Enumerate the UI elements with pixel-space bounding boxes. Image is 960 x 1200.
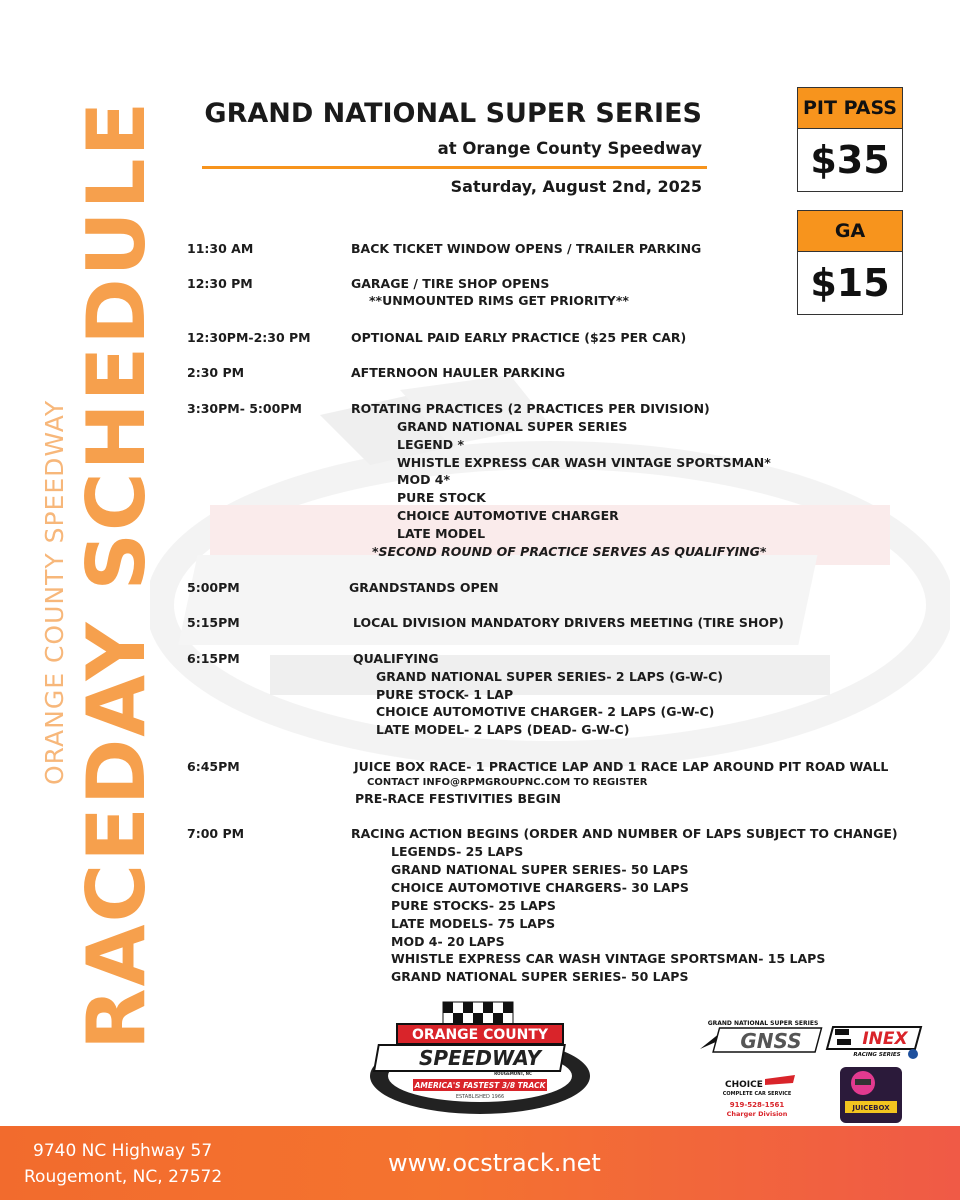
address-line-2: Rougemont, NC, 27572 [24,1167,223,1187]
schedule-entry: QUALIFYING [353,651,439,666]
choice-division-text: Charger Division [726,1110,788,1118]
schedule-entry: GRANDSTANDS OPEN [349,580,499,595]
schedule-entry: LATE MODEL [397,526,486,541]
schedule-entry: MOD 4* [397,472,451,487]
schedule-entry: GRAND NATIONAL SUPER SERIES- 2 LAPS (G-W-C) [376,669,724,684]
schedule-entry: CHOICE AUTOMOTIVE CHARGERS- 30 LAPS [391,880,689,895]
schedule-entry: GRAND NATIONAL SUPER SERIES- 50 LAPS [391,862,689,877]
schedule-entry: GRAND NATIONAL SUPER SERIES- 50 LAPS [391,969,689,984]
schedule-time: 6:45PM [187,759,240,774]
logo-text-location: ROUGEMONT, NC [494,1071,532,1076]
vertical-track-name: ORANGE COUNTY SPEEDWAY [40,399,69,785]
raceday-schedule-title: RACEDAY SCHEDULE [70,99,163,1050]
schedule-entry: LEGENDS- 25 LAPS [391,844,524,859]
schedule-entry: CHOICE AUTOMOTIVE CHARGER- 2 LAPS (G-W-C) [376,704,715,719]
schedule-entry: PURE STOCK- 1 LAP [376,687,514,702]
schedule-entry: MOD 4- 20 LAPS [391,934,505,949]
ga-price: $15 [810,261,890,305]
logo-text-orange-county: ORANGE COUNTY [411,1027,549,1043]
logo-text-tagline: AMERICA'S FASTEST 3/8 TRACK [414,1081,546,1090]
schedule-entry: LATE MODEL- 2 LAPS (DEAD- G-W-C) [376,722,630,737]
schedule-time: 12:30 PM [187,276,253,291]
pit-pass-label: PIT PASS [798,88,902,129]
schedule-entry: CHOICE AUTOMOTIVE CHARGER [397,508,619,523]
schedule-entry: CONTACT INFO@RPMGROUPNC.COM TO REGISTER [367,777,648,788]
juicebox-text: JUICEBOX [852,1104,890,1112]
event-title: GRAND NATIONAL SUPER SERIES [204,98,702,129]
choice-service-text: COMPLETE CAR SERVICE [722,1091,792,1097]
orange-county-speedway-logo [365,998,595,1118]
schedule-entry: BACK TICKET WINDOW OPENS / TRAILER PARKING [351,241,702,256]
choice-name-text: CHOICE [725,1080,763,1090]
inex-mark-text: INEX [862,1029,908,1049]
schedule-time: 5:00PM [187,580,240,595]
schedule-entry: GARAGE / TIRE SHOP OPENS [351,276,550,291]
schedule-entry: PRE-RACE FESTIVITIES BEGIN [355,791,561,806]
schedule-time: 6:15PM [187,651,240,666]
website-link[interactable]: www.ocstrack.net [388,1149,601,1177]
pit-pass-price: $35 [810,138,890,182]
gnss-logo [700,1020,822,1053]
schedule-time: 5:15PM [187,615,240,630]
schedule-entry: ROTATING PRACTICES (2 PRACTICES PER DIVISION) [351,401,710,416]
logo-text-speedway: SPEEDWAY [418,1046,542,1070]
schedule-entry: LATE MODELS- 75 LAPS [391,916,556,931]
schedule-entry: OPTIONAL PAID EARLY PRACTICE ($25 PER CAR) [351,330,687,345]
choice-automotive-logo [723,1075,795,1118]
gnss-top-text: GRAND NATIONAL SUPER SERIES [707,1020,819,1027]
gnss-mark-text: GNSS [740,1029,802,1053]
schedule-entry: JUICE BOX RACE- 1 PRACTICE LAP AND 1 RACE LAP AROUND PIT ROAD WALL [354,759,889,774]
schedule-time: 3:30PM- 5:00PM [187,401,302,416]
schedule-time: 11:30 AM [187,241,254,256]
event-venue: at Orange County Speedway [437,139,702,158]
sponsor-logos [695,1015,930,1125]
schedule-entry: GRAND NATIONAL SUPER SERIES [397,419,628,434]
address-line-1: 9740 NC Highway 57 [33,1141,213,1161]
schedule-entry: **UNMOUNTED RIMS GET PRIORITY** [369,293,629,308]
schedule-entry: PURE STOCK [397,490,486,505]
logo-text-established: ESTABLISHED 1966 [455,1094,505,1100]
schedule-entry: WHISTLE EXPRESS CAR WASH VINTAGE SPORTSMAN- 15 LAPS [391,951,826,966]
schedule-entry: PURE STOCKS- 25 LAPS [391,898,556,913]
juicebox-logo [840,1067,902,1123]
checkered-flag-icon [443,1002,513,1024]
schedule-entry: LEGEND * [397,437,465,452]
choice-phone-text: 919-528-1561 [729,1101,785,1109]
schedule-entry: LOCAL DIVISION MANDATORY DRIVERS MEETING (TIRE SHOP) [353,615,784,630]
schedule-time: 2:30 PM [187,365,245,380]
schedule-entry: AFTERNOON HAULER PARKING [351,365,566,380]
inex-sub-text: RACING SERIES [853,1052,901,1058]
event-date: Saturday, August 2nd, 2025 [450,177,702,196]
schedule-entry: RACING ACTION BEGINS (ORDER AND NUMBER OF LAPS SUBJECT TO CHANGE) [351,826,898,841]
inex-logo [827,1027,921,1059]
ga-label: GA [798,211,902,252]
schedule-entry: *SECOND ROUND OF PRACTICE SERVES AS QUALIFYING* [372,544,767,559]
schedule-entry: WHISTLE EXPRESS CAR WASH VINTAGE SPORTSMAN* [397,455,771,470]
schedule-time: 12:30PM-2:30 PM [187,330,311,345]
schedule-time: 7:00 PM [187,826,245,841]
